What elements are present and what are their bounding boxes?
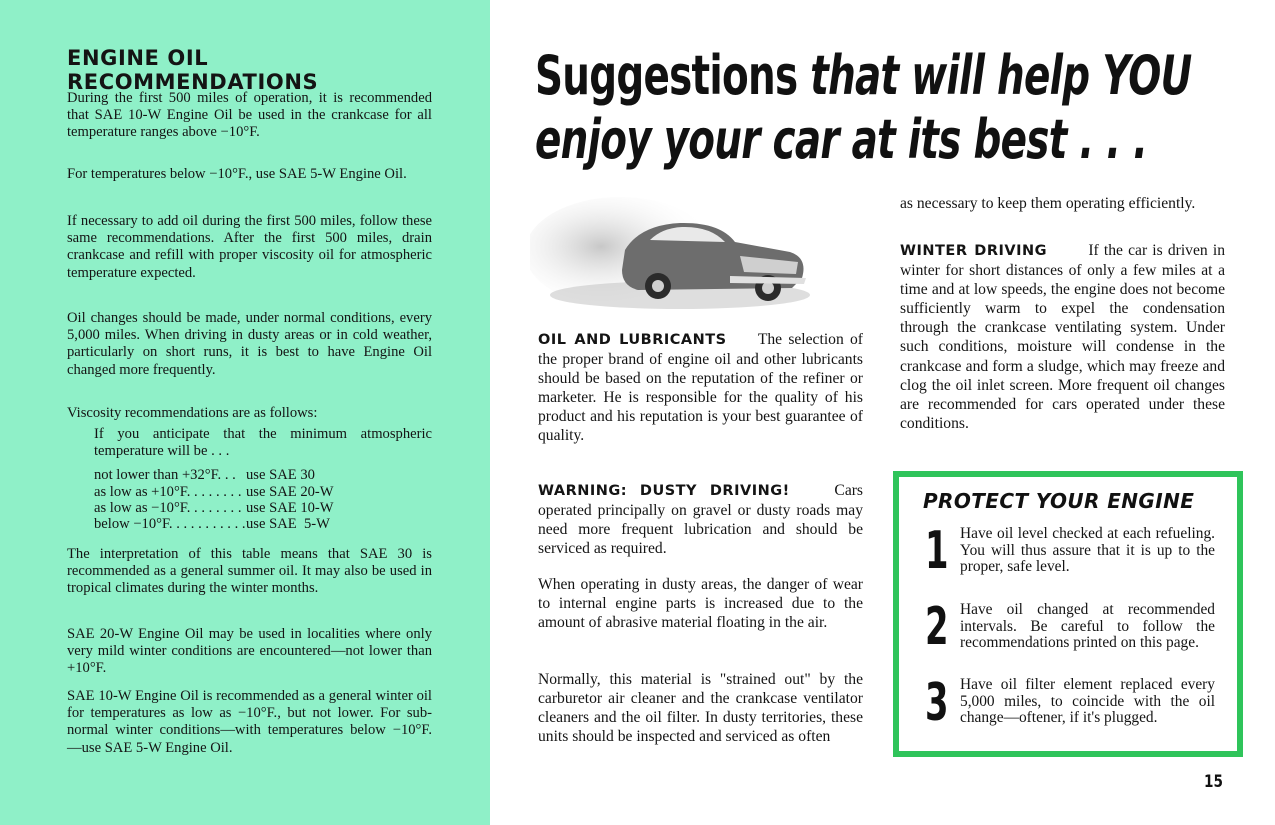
step-number: 3: [925, 673, 949, 733]
table-cell: use SAE 30: [246, 467, 315, 483]
headline: enjoy your car at its best . . .: [535, 108, 1148, 171]
dusty-driving-section: [538, 481, 863, 558]
page-title: ENGINE OIL RECOMMENDATIONS: [67, 46, 319, 94]
table-row: [94, 484, 404, 500]
headline-part: Suggestions: [535, 44, 811, 107]
left-page: [0, 0, 490, 825]
paragraph: SAE 10-W Engine Oil is recommended as a general winter oil for temperatures as low as −10°F., but not lower. For sub-normal winter conditions—with temperatures below −10°F. —use SAE 5-W Engine Oil.: [67, 688, 432, 756]
paragraph: For temperatures below −10°F., use SAE 5-W Engine Oil.: [67, 166, 407, 182]
table-cell: use SAE 10-W: [246, 500, 334, 516]
table-cell: not lower than +32°F. . .: [94, 467, 236, 483]
page-number: 15: [1204, 772, 1223, 792]
table-cell: use SAE 5-W: [246, 516, 330, 532]
headline-part: that will help YOU: [810, 44, 1192, 107]
step-text: Have oil level checked at each refueling. You will thus assure that it is up to the proper, safe level.: [960, 525, 1215, 576]
box-title: PROTECT YOUR ENGINE: [923, 489, 1195, 513]
table-row: [94, 500, 404, 516]
headline: [535, 44, 1191, 107]
section-text: The selection of the proper brand of engine oil and other lubricants should be based on the reputation of the refiner or marketer. He is responsible for the quality of his product and his reputation is your best guarantee of quality.: [538, 331, 863, 445]
table-cell: below −10°F. . . . . . . . . . .: [94, 516, 246, 532]
paragraph: During the first 500 miles of operation, it is recommended that SAE 10-W Engine Oil be used in the crankcase for all temperature ranges above −10°F.: [67, 90, 432, 141]
step-text: Have oil filter element replaced every 5,000 miles, to coincide with the oil change—oftener, if it's plugged.: [960, 676, 1215, 727]
paragraph: If necessary to add oil during the first 500 miles, follow these same recommendations. After the first 500 miles, drain crankcase and refill with proper viscosity oil for atmospheric temperature expected.: [67, 213, 432, 281]
paragraph: as necessary to keep them operating efficiently.: [900, 195, 1196, 212]
table-cell: use SAE 20-W: [246, 484, 334, 500]
section-text: If the car is driven in winter for short distances of only a few miles at a time and at low speeds, the engine does not become sufficiently warm to expel the condensation through the crankcase ventilating system. Under such conditions, moisture will condense in the crankcase and form a sludge, which may freeze and clog the oil inlet screen. More frequent oil changes are recommended for cars operated under these conditions.: [900, 242, 1225, 432]
paragraph: Oil changes should be made, under normal conditions, every 5,000 miles. When driving in dusty areas or in cold weather, particularly on short runs, it is best to have Engine Oil changed more frequently.: [67, 310, 432, 378]
protect-engine-box: [893, 471, 1243, 757]
section-text: Cars operated principally on gravel or dusty roads may need more frequent lubrication and should be serviced as required.: [538, 482, 864, 558]
step-number: 2: [925, 597, 949, 657]
step-text: Have oil changed at recommended intervals. Be careful to follow the recommendations printed on this page.: [960, 601, 1215, 652]
paragraph: The interpretation of this table means that SAE 30 is recommended as a general summer oil. It may also be used in tropical climates during the winter months.: [67, 546, 432, 597]
paragraph: If you anticipate that the minimum atmospheric temperature will be . . .: [94, 426, 432, 460]
table-row: [94, 467, 404, 483]
section-heading: WINTER DRIVING: [900, 243, 1048, 259]
car-illustration: [530, 190, 820, 320]
paragraph: When operating in dusty areas, the danger of wear to internal engine parts is increased due to the amount of abrasive material floating in the air.: [538, 576, 863, 632]
paragraph: Normally, this material is "strained out" by the carburetor air cleaner and the crankcase ventilator cleaners and the oil filter. In dusty territories, these units should be inspected and serviced as often: [538, 671, 863, 746]
table-cell: as low as +10°F. . . . . . . .: [94, 484, 242, 500]
step-number: 1: [925, 521, 949, 581]
section-heading: OIL AND LUBRICANTS: [538, 332, 727, 348]
paragraph: SAE 20-W Engine Oil may be used in localities where only very mild winter conditions are encountered—not lower than +10°F.: [67, 626, 432, 677]
oil-lubricants-section: [538, 330, 863, 446]
winter-driving-section: [900, 241, 1225, 433]
table-cell: as low as −10°F. . . . . . . .: [94, 500, 242, 516]
table-row: [94, 516, 404, 532]
paragraph: Viscosity recommendations are as follows:: [67, 405, 318, 421]
section-heading: WARNING: DUSTY DRIVING!: [538, 483, 790, 499]
